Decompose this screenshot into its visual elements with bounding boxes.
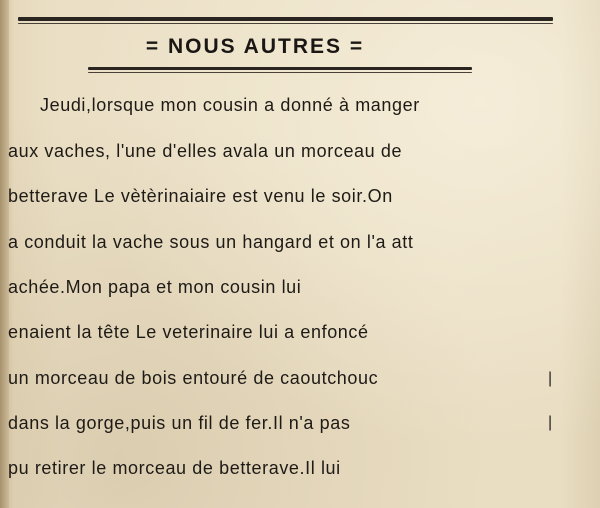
text-line: achée.Mon papa et mon cousin lui bbox=[8, 277, 302, 297]
text-line: enaient la tête Le veterinaire lui a enfoncé bbox=[8, 322, 369, 342]
text-line: a conduit la vache sous un hangard et on l'a att bbox=[8, 232, 414, 252]
margin-mark: | bbox=[548, 370, 553, 387]
margin-mark: | bbox=[548, 414, 553, 431]
text-line: aux vaches, l'une d'elles avala un morceau de bbox=[8, 141, 403, 161]
text-line: Jeudi,lorsque mon cousin a donné à manger bbox=[40, 95, 420, 115]
text-line: pu retirer le morceau de betterave.Il lui bbox=[8, 458, 341, 478]
text-line: betterave Le vètèrinaiaire est venu le soir.On bbox=[8, 186, 393, 206]
text-line: un morceau de bois entouré de caoutchouc bbox=[8, 368, 379, 388]
page-title: = NOUS AUTRES = bbox=[145, 35, 365, 58]
text-line: dans la gorge,puis un fil de fer.Il n'a pas bbox=[8, 413, 351, 433]
